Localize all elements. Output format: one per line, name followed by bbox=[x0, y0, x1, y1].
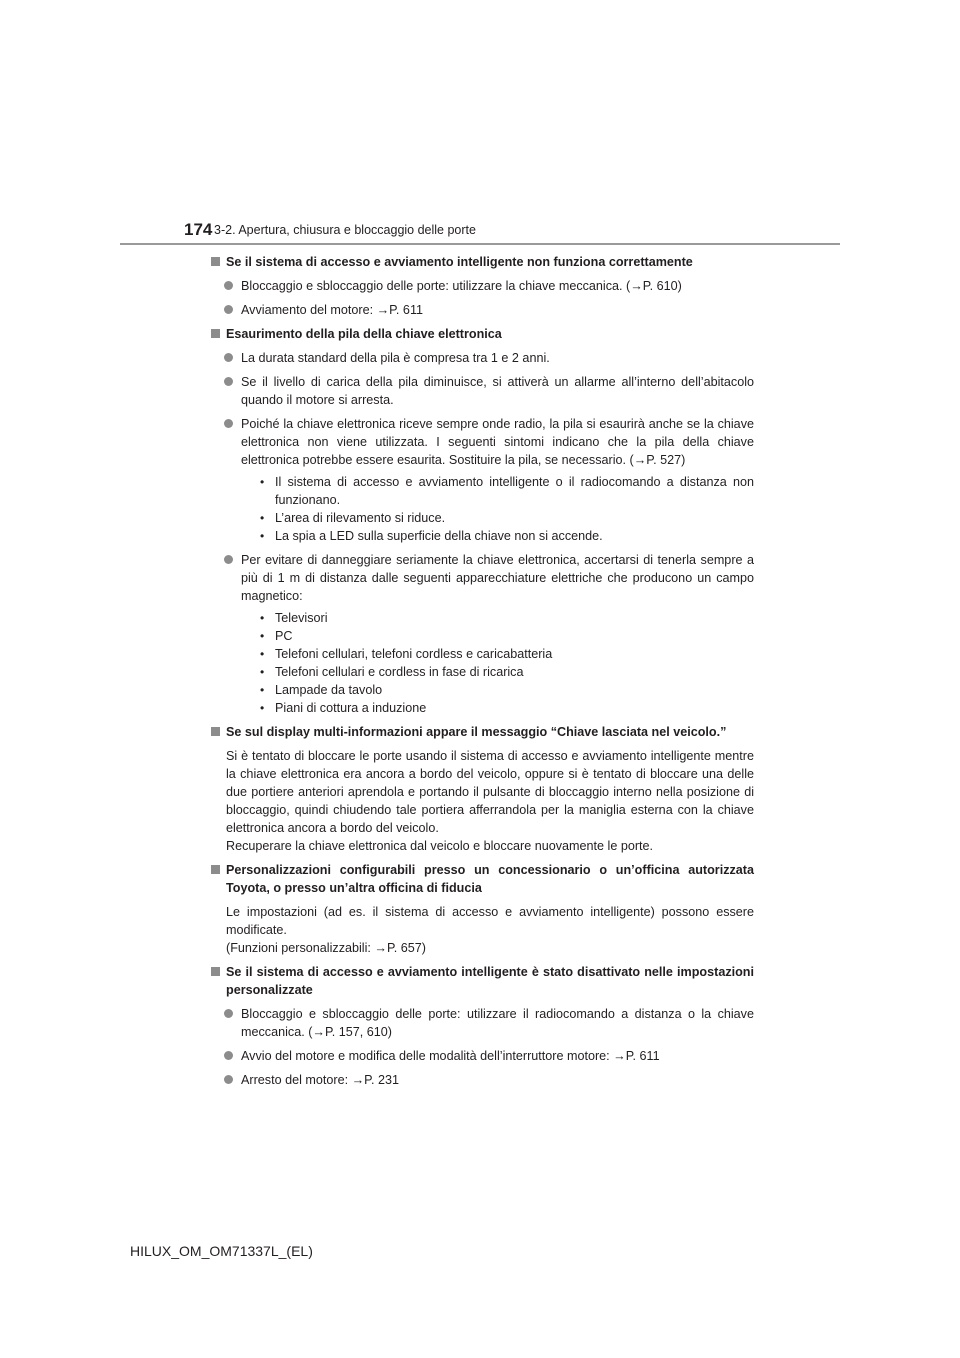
header-rule bbox=[120, 243, 840, 245]
section-battery-depletion bbox=[209, 325, 754, 717]
section-system-disabled bbox=[209, 963, 754, 1089]
section-heading: Se il sistema di accesso e avviamento intelligente non funziona correttamente bbox=[209, 253, 754, 271]
document-code: HILUX_OM_OM71337L_(EL) bbox=[130, 1243, 313, 1259]
dot-bullet-icon: • bbox=[260, 683, 265, 697]
dot-bullet-icon: • bbox=[260, 529, 265, 543]
dot-bullet-icon: • bbox=[260, 647, 265, 661]
sub-list-item: • Telefoni cellulari e cordless in fase di ricarica bbox=[260, 665, 524, 679]
list-item: Avvio del motore e modifica delle modalità dell’interruttore motore: →P. 611 bbox=[209, 1047, 754, 1065]
section-customization bbox=[209, 861, 754, 957]
paragraph: Si è tentato di bloccare le porte usando il sistema di accesso e avviamento intelligente mentre la chiave elettronica era ancora a bordo del veicolo, oppure si è tentato di bloccare una delle due portiere anteriori aprendola e portando il pulsante di bloccaggio interno nella posizione di bloccaggio, quindi chiudendo tale portiera afferrandola per la maniglia esterna con la chiave elettronica ancora a bordo del veicolo. Recuperare la chiave elettronica dal veicolo e bloccare nuovamente le porte. bbox=[226, 749, 754, 853]
sub-list-item: • PC bbox=[260, 629, 293, 643]
section-heading: Personalizzazioni configurabili presso un concessionario o un’officina autorizzata Toyota, o presso un’altra officina di fiducia bbox=[209, 861, 754, 897]
section-heading: Se sul display multi-informazioni appare il messaggio “Chiave lasciata nel veicolo.” bbox=[209, 723, 754, 741]
square-bullet-icon bbox=[211, 967, 220, 976]
list-item: Se il livello di carica della pila diminuisce, si attiverà un allarme all’interno dell’abitacolo quando il motore si arresta. bbox=[209, 373, 754, 409]
square-bullet-icon bbox=[211, 329, 220, 338]
list-item: Avviamento del motore: →P. 611 bbox=[209, 301, 754, 319]
circle-bullet-icon bbox=[224, 555, 233, 564]
list-item: Bloccaggio e sbloccaggio delle porte: utilizzare la chiave meccanica. (→P. 610) bbox=[209, 277, 754, 295]
appliance-list bbox=[226, 609, 754, 717]
circle-bullet-icon bbox=[224, 1075, 233, 1084]
list-item: La durata standard della pila è compresa tra 1 e 2 anni. bbox=[209, 349, 754, 367]
dot-bullet-icon: • bbox=[260, 701, 265, 715]
section-key-left-message bbox=[209, 723, 754, 855]
sub-list-item: • La spia a LED sulla superficie della chiave non si accende. bbox=[260, 529, 603, 543]
circle-bullet-icon bbox=[224, 1051, 233, 1060]
dot-bullet-icon: • bbox=[260, 665, 265, 679]
dot-bullet-icon: • bbox=[260, 611, 265, 625]
circle-bullet-icon bbox=[224, 281, 233, 290]
symptom-list bbox=[226, 473, 754, 545]
content bbox=[209, 253, 754, 1095]
circle-bullet-icon bbox=[224, 377, 233, 386]
circle-bullet-icon bbox=[224, 1009, 233, 1018]
sub-list-item: • Il sistema di accesso e avviamento intelligente o il radiocomando a distanza non funzionano. bbox=[260, 475, 754, 507]
square-bullet-icon bbox=[211, 257, 220, 266]
dot-bullet-icon: • bbox=[260, 475, 265, 489]
square-bullet-icon bbox=[211, 727, 220, 736]
square-bullet-icon bbox=[211, 865, 220, 874]
dot-bullet-icon: • bbox=[260, 511, 265, 525]
dot-bullet-icon: • bbox=[260, 629, 265, 643]
sub-list-item: • Telefoni cellulari, telefoni cordless e caricabatteria bbox=[260, 647, 553, 661]
section-heading: Se il sistema di accesso e avviamento intelligente è stato disattivato nelle impostazioni personalizzate bbox=[209, 963, 754, 999]
paragraph: Le impostazioni (ad es. il sistema di accesso e avviamento intelligente) possono essere modificate. (Funzioni personalizzabili: →P. 657) bbox=[226, 905, 754, 955]
sub-list-item: • Lampade da tavolo bbox=[260, 683, 383, 697]
page-number: 174 bbox=[184, 220, 213, 239]
circle-bullet-icon bbox=[224, 305, 233, 314]
section-title: 3-2. Apertura, chiusura e bloccaggio delle porte bbox=[214, 223, 476, 237]
circle-bullet-icon bbox=[224, 419, 233, 428]
sub-list-item: • Piani di cottura a induzione bbox=[260, 701, 427, 715]
circle-bullet-icon bbox=[224, 353, 233, 362]
sub-list-item: • L’area di rilevamento si riduce. bbox=[260, 511, 446, 525]
section-heading: Esaurimento della pila della chiave elettronica bbox=[209, 325, 754, 343]
section-smart-entry-malfunction bbox=[209, 253, 754, 319]
list-item: Per evitare di danneggiare seriamente la chiave elettronica, accertarsi di tenerla sempre a più di 1 m di distanza dalle seguenti apparecchiature elettriche che producono un campo magnetico: • Televisori • PC • Telefoni cellulari, telefoni cordless e caricabatteria • Telefoni cellulari e cordless in fase di ricarica • Lampade da tavolo • Piani di cottura a induzione bbox=[209, 551, 754, 717]
list-item: Poiché la chiave elettronica riceve sempre onde radio, la pila si esaurirà anche se la chiave elettronica non viene utilizzata. I seguenti sintomi indicano che la pila della chiave elettronica potrebbe essere esaurita. Sostituire la pila, se necessario. (→P. 527) • Il sistema di accesso e avviamento intelligente o il radiocomando a distanza non funzionano. • L’area di rilevamento si riduce. • La spia a LED sulla superficie della chiave non si accende. bbox=[209, 415, 754, 545]
sub-list-item: • Televisori bbox=[260, 611, 328, 625]
list-item: Bloccaggio e sbloccaggio delle porte: utilizzare il radiocomando a distanza o la chiave meccanica. (→P. 157, 610) bbox=[209, 1005, 754, 1041]
list-item: Arresto del motore: →P. 231 bbox=[209, 1071, 754, 1089]
